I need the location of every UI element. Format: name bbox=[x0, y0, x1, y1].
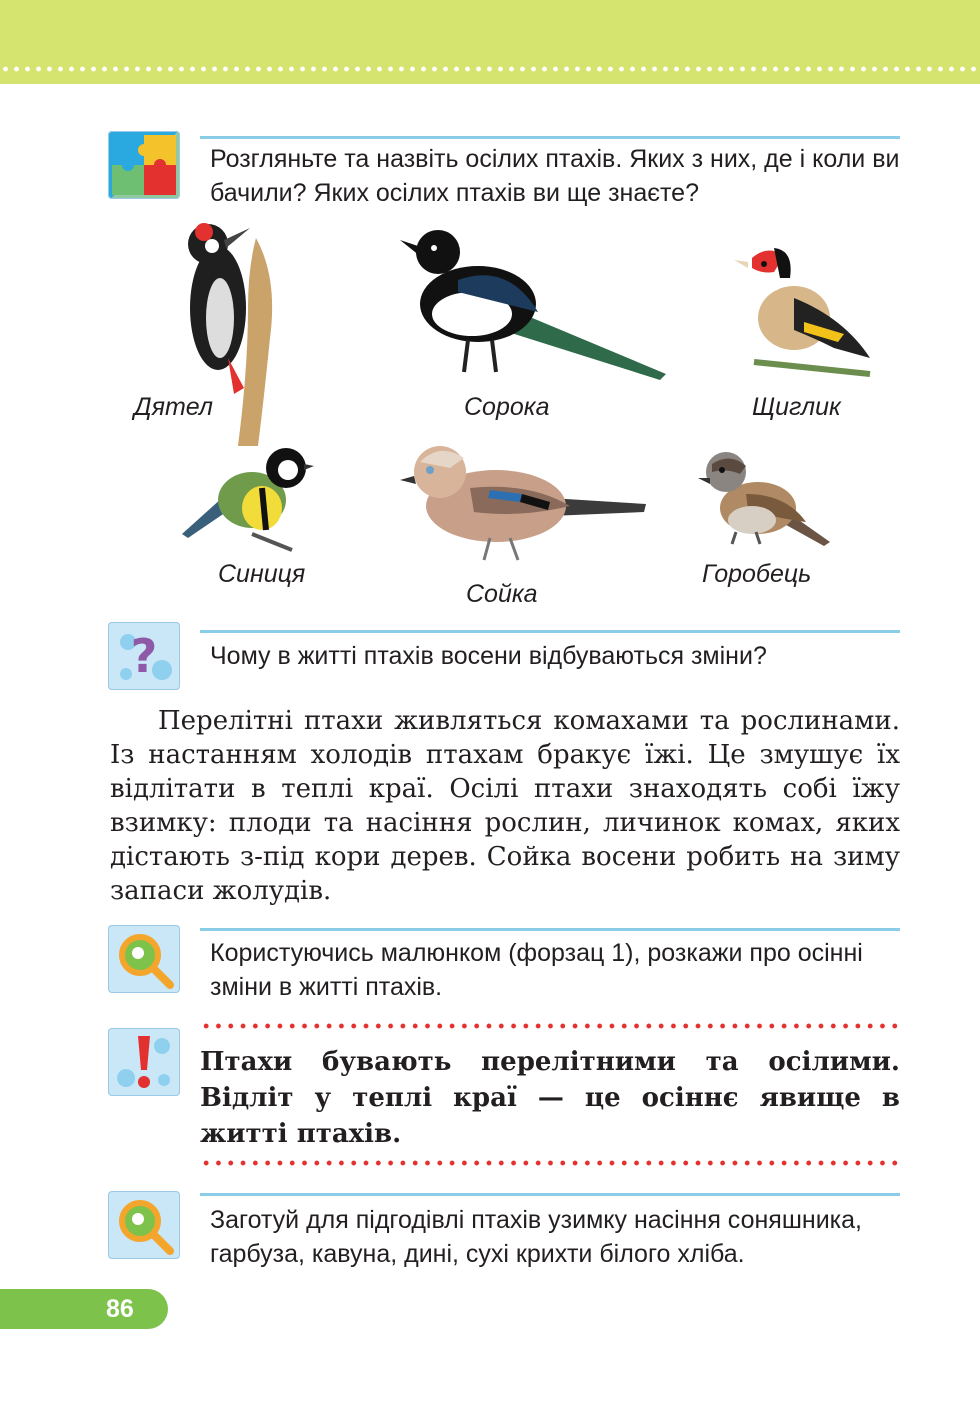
tit-illustration bbox=[182, 438, 314, 552]
bird-caption-jay: Сойка bbox=[466, 580, 538, 608]
svg-text:?: ? bbox=[130, 629, 158, 683]
rule-text: Птахи бувають перелітними та осілими. Відліт у теплі краї — це осіннє явище в житті птахів. bbox=[200, 1047, 900, 1149]
page-number: 86 bbox=[106, 1295, 134, 1323]
bird-caption-goldfinch: Щиглик bbox=[752, 393, 841, 421]
task-2-rule bbox=[200, 928, 900, 931]
task-rule bbox=[200, 136, 900, 139]
page-number-tab bbox=[0, 1289, 168, 1329]
magnifier-icon bbox=[108, 925, 180, 993]
body-paragraph bbox=[110, 704, 900, 908]
puzzle-icon bbox=[108, 131, 180, 199]
bird-caption-magpie: Сорока bbox=[464, 393, 550, 421]
rule-bottom-dotted-line bbox=[200, 1160, 900, 1166]
task-2-text: Користуючись малюнком (форзац 1), розкажи про осінні зміни в житті птахів. bbox=[210, 939, 863, 1001]
question-text: Чому в житті птахів восени відбуваються зміни? bbox=[210, 642, 767, 670]
rule-top-dotted-line bbox=[200, 1023, 900, 1029]
sparrow-illustration bbox=[696, 444, 832, 548]
question-rule bbox=[200, 630, 900, 633]
bird-caption-tit: Синиця bbox=[218, 560, 306, 588]
task-3-rule bbox=[200, 1193, 900, 1196]
magpie-illustration bbox=[398, 222, 668, 382]
header-dotted-line bbox=[0, 66, 980, 72]
task-1-text: Розгляньте та назвіть осілих птахів. Яких з них, де і коли ви бачили? Яких осілих птахів ви ще знаєте? bbox=[210, 145, 900, 207]
jay-illustration bbox=[400, 432, 648, 562]
bird-caption-woodpecker: Дятел bbox=[134, 393, 213, 421]
task-3-text: Заготуй для підгодівлі птахів узимку насіння соняшника, гарбуза, кавуна, дині, сухі крихти білого хліба. bbox=[210, 1206, 862, 1268]
exclamation-icon bbox=[108, 1028, 180, 1096]
goldfinch-illustration bbox=[734, 238, 874, 382]
bird-caption-sparrow: Горобець bbox=[702, 560, 812, 588]
question-mark-icon bbox=[108, 622, 180, 690]
magnifier-icon-2 bbox=[108, 1191, 180, 1259]
body-paragraph-text: Перелітні птахи живляться комахами та рослинами. Із настанням холодів птахам бракує їжі. Це змушує їх відлітати в теплі краї. Осілі птахи знаходять собі їжу взимку: плоди та насіння рослин, личинок комах, яких дістають з-під кори дерев. Сойка восени робить на зиму запаси жолудів. bbox=[110, 706, 900, 906]
